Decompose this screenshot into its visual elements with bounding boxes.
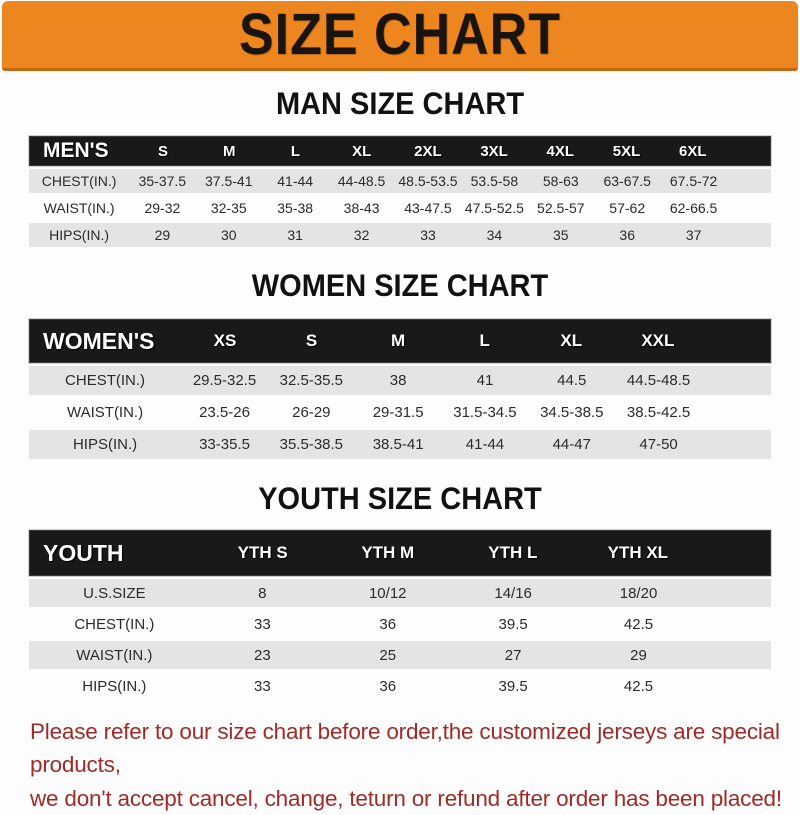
column-header: 3XL xyxy=(480,142,508,160)
data-cell: 67.5-72 xyxy=(669,173,718,189)
data-cell: 35-37.5 xyxy=(138,173,187,189)
column-header: YTH S xyxy=(237,543,288,562)
table-row xyxy=(29,579,771,607)
disclaimer-line-2: we don't accept cancel, change, teturn or refund after order has been placed! xyxy=(30,785,782,811)
data-cell: 33 xyxy=(420,227,436,243)
row-label: WAIST(IN.) xyxy=(67,404,144,421)
column-header: XL xyxy=(352,142,372,160)
data-cell: 8 xyxy=(258,584,267,602)
column-header: XS xyxy=(213,331,237,350)
column-header: M xyxy=(391,331,406,350)
data-cell: 29-32 xyxy=(144,200,181,216)
youth-size-table xyxy=(29,530,771,700)
data-cell: 25 xyxy=(379,646,397,664)
table-row xyxy=(29,169,771,193)
data-cell: 63-67.5 xyxy=(603,173,651,189)
data-cell: 35 xyxy=(553,227,569,243)
data-cell: 41 xyxy=(476,372,494,389)
data-cell: 31 xyxy=(287,227,303,243)
row-label: U.S.SIZE xyxy=(83,584,146,602)
table-header-row xyxy=(29,319,771,363)
data-cell: 44.5-48.5 xyxy=(626,372,691,389)
data-cell: 37.5-41 xyxy=(205,173,253,189)
data-cell: 30 xyxy=(220,227,237,243)
data-cell: 18/20 xyxy=(619,584,658,602)
column-header: M xyxy=(222,142,236,160)
data-cell: 42.5 xyxy=(623,677,654,695)
row-label: WAIST(IN.) xyxy=(76,646,153,664)
data-cell: 44-47 xyxy=(552,436,591,453)
data-cell: 35-38 xyxy=(277,200,314,216)
data-cell: 41-44 xyxy=(465,436,505,453)
women-section-heading: WOMEN SIZE CHART xyxy=(251,268,549,304)
column-header: 4XL xyxy=(546,142,575,160)
data-cell: 34 xyxy=(486,227,503,243)
data-cell: 23 xyxy=(254,646,271,664)
size-chart-banner xyxy=(2,1,798,71)
youth-section-heading: YOUTH SIZE CHART xyxy=(258,481,542,517)
row-label: WAIST(IN.) xyxy=(43,200,115,216)
data-cell: 23.5-26 xyxy=(199,404,250,421)
data-cell: 53.5-58 xyxy=(470,173,519,189)
data-cell: 31.5-34.5 xyxy=(453,404,517,421)
men-section-heading: MAN SIZE CHART xyxy=(275,86,525,122)
data-cell: 32 xyxy=(353,227,370,243)
table-corner-label: MEN'S xyxy=(43,139,109,162)
table-row xyxy=(29,196,771,220)
column-header: XXL xyxy=(641,331,675,350)
data-cell: 48.5-53.5 xyxy=(398,173,458,189)
data-cell: 35.5-38.5 xyxy=(279,436,344,453)
table-header-row xyxy=(29,530,771,576)
row-label: HIPS(IN.) xyxy=(72,436,138,453)
data-cell: 29.5-32.5 xyxy=(192,372,257,389)
data-cell: 44.5 xyxy=(557,372,587,389)
data-cell: 38 xyxy=(389,372,407,389)
column-header: 5XL xyxy=(612,142,641,160)
data-cell: 62-66.5 xyxy=(669,200,718,216)
column-header: L xyxy=(479,331,490,350)
data-cell: 36 xyxy=(379,615,397,633)
column-header: YTH XL xyxy=(607,543,669,562)
data-cell: 44-48.5 xyxy=(337,173,386,189)
disclaimer-line-1: Please refer to our size chart before order,the customized jerseys are special products, xyxy=(30,719,780,778)
table-row xyxy=(29,398,771,427)
column-header: XL xyxy=(560,331,583,350)
data-cell: 39.5 xyxy=(498,615,528,633)
data-cell: 10/12 xyxy=(368,584,407,602)
column-header: 2XL xyxy=(414,142,442,160)
data-cell: 34.5-38.5 xyxy=(540,404,604,421)
table-row xyxy=(29,223,771,247)
data-cell: 57-62 xyxy=(609,200,646,216)
row-label: HIPS(IN.) xyxy=(49,227,110,243)
data-cell: 43-47.5 xyxy=(404,200,452,216)
row-label: HIPS(IN.) xyxy=(82,677,147,695)
data-cell: 52.5-57 xyxy=(537,200,585,216)
data-cell: 38.5-42.5 xyxy=(626,404,691,421)
data-cell: 33 xyxy=(254,615,271,633)
data-cell: 47.5-52.5 xyxy=(464,200,524,216)
data-cell: 26-29 xyxy=(292,404,331,421)
column-header: S xyxy=(157,142,168,160)
men-size-table xyxy=(29,136,771,247)
data-cell: 14/16 xyxy=(494,584,532,602)
data-cell: 37 xyxy=(685,227,702,243)
table-header-row xyxy=(29,136,771,166)
data-cell: 38.5-41 xyxy=(372,436,424,453)
data-cell: 27 xyxy=(504,646,522,664)
data-cell: 38-43 xyxy=(343,200,380,216)
banner-title: SIZE CHART xyxy=(239,2,561,67)
data-cell: 32.5-35.5 xyxy=(279,372,344,389)
data-cell: 29 xyxy=(630,646,647,664)
data-cell: 29-31.5 xyxy=(372,404,424,421)
women-size-table xyxy=(29,319,771,459)
row-label: CHEST(IN.) xyxy=(65,372,146,389)
data-cell: 29 xyxy=(154,227,171,243)
table-row xyxy=(29,366,771,395)
column-header: 6XL xyxy=(678,142,707,160)
column-header: S xyxy=(305,331,318,350)
table-corner-label: YOUTH xyxy=(43,539,124,566)
data-cell: 33 xyxy=(254,677,271,695)
row-label: CHEST(IN.) xyxy=(41,173,117,189)
table-row xyxy=(29,610,771,638)
column-header: YTH L xyxy=(488,543,538,562)
data-cell: 39.5 xyxy=(498,677,528,695)
column-header: YTH M xyxy=(361,543,415,562)
data-cell: 36 xyxy=(619,227,635,243)
data-cell: 41-44 xyxy=(277,173,314,189)
data-cell: 36 xyxy=(379,677,397,695)
data-cell: 47-50 xyxy=(639,436,678,453)
table-row xyxy=(29,672,771,700)
data-cell: 33-35.5 xyxy=(199,436,250,453)
table-corner-label: WOMEN'S xyxy=(43,327,155,354)
data-cell: 32-35 xyxy=(210,200,247,216)
table-row xyxy=(29,430,771,459)
row-label: CHEST(IN.) xyxy=(74,615,155,633)
data-cell: 42.5 xyxy=(623,615,654,633)
data-cell: 58-63 xyxy=(542,173,579,189)
column-header: L xyxy=(290,142,301,160)
table-row xyxy=(29,641,771,669)
